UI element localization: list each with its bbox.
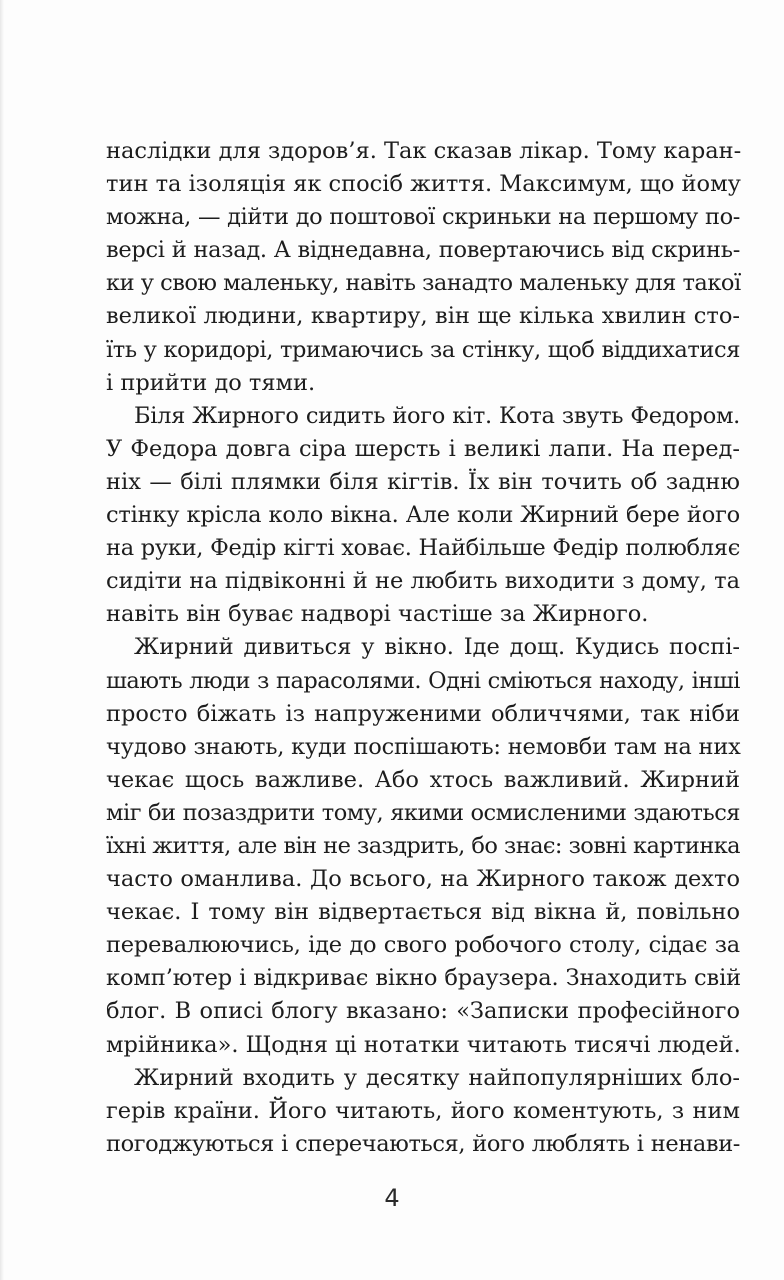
text-line: чудово знають, куди поспішають: немовби там на них xyxy=(106,733,741,760)
text-line: мрійника». Щодня ці нотатки читають тисячі людей. xyxy=(106,1031,741,1058)
text-line: Жирний дивиться у вікно. Іде дощ. Кудись поспі- xyxy=(134,634,740,661)
text-line: перевалюючись, іде до свого робочого столу, сідає за xyxy=(106,932,740,959)
text-line: навіть він буває надворі частіше за Жирного. xyxy=(106,601,649,628)
text-line: чекає. І тому він відвертається від вікна й, повільно xyxy=(106,899,740,926)
text-line: герів країни. Його читають, його коментують, з ним xyxy=(106,1097,740,1124)
text-line: часто оманлива. До всього, на Жирного також дехто xyxy=(106,866,740,893)
text-line: стінку крісла коло вікна. Але коли Жирний бере його xyxy=(106,502,740,529)
body-text xyxy=(106,135,740,1161)
page-edge-shadow xyxy=(0,0,4,1280)
text-line: можна, — дійти до поштової скриньки на першому по- xyxy=(106,204,740,231)
text-line: ніх — білі плямки біля кігтів. Їх він точить об задню xyxy=(106,468,740,495)
text-line: їть у коридорі, тримаючись за стінку, щоб віддихатися xyxy=(106,336,740,363)
page-number: 4 xyxy=(384,1184,400,1212)
text-line: наслідки для здоров’я. Так сказав лікар. Тому каран- xyxy=(106,138,742,164)
text-line: Жирний входить у десятку найпопулярніших бло- xyxy=(134,1064,740,1091)
text-line: У Федора довга сіра шерсть і великі лапи. На перед- xyxy=(106,435,740,462)
text-line: комп’ютер і відкриває вікно браузера. Знаходить свій xyxy=(106,965,742,992)
text-line: сидіти на підвіконні й не любить виходити з дому, та xyxy=(106,568,740,595)
text-line: великої людини, квартиру, він ще кілька хвилин сто- xyxy=(106,303,740,330)
text-line: на руки, Федір кігті ховає. Найбільше Федір полюбляє xyxy=(106,535,740,562)
text-line: ки у свою маленьку, навіть занадто маленьку для такої xyxy=(106,270,741,297)
text-line: і прийти до тями. xyxy=(106,369,316,396)
text-line: чекає щось важливе. Або хтось важливий. Жирний xyxy=(106,766,740,793)
text-line: версі й назад. А віднедавна, повертаючись від скринь- xyxy=(106,237,740,264)
text-line: погоджуються і сперечаються, його люблять і ненави- xyxy=(106,1130,740,1157)
text-line: просто біжать із напруженими обличчями, так ніби xyxy=(106,700,740,727)
text-line: Біля Жирного сидить його кіт. Кота звуть Федором. xyxy=(134,402,740,429)
text-line: блог. В описі блогу вказано: «Записки професійного xyxy=(106,998,740,1025)
text-line: шають люди з парасолями. Одні сміються находу, інші xyxy=(106,667,740,694)
text-line: їхні життя, але він не заздрить, бо знає: зовні картинка xyxy=(106,832,740,859)
text-line: тин та ізоляція як спосіб життя. Максимум, що йому xyxy=(106,171,741,198)
text-line: міг би позаздрити тому, якими осмисленими здаються xyxy=(106,799,740,826)
